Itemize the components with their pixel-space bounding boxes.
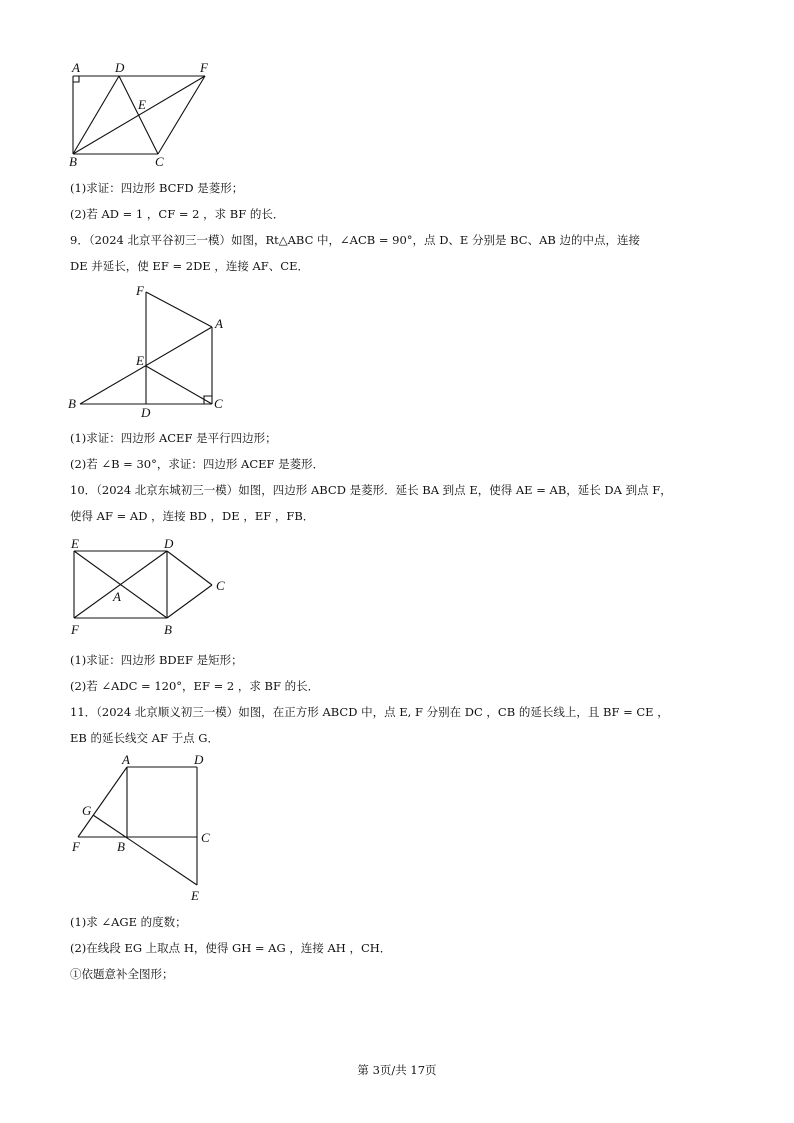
figure-q11 <box>60 750 230 910</box>
label-C: C <box>214 396 223 411</box>
q9-stem-line2: DE 并延长，使 EF = 2DE ，连接 AF、CE． <box>70 259 309 273</box>
q11-stem-line1: 11．（2024 北京顺义初三一模）如图，在正方形 ABCD 中，点 E, F 分别在 DC ，CB 的延长线上，且 BF = CE ， <box>70 705 669 719</box>
label-B: B <box>68 396 76 411</box>
label-A: A <box>215 316 223 331</box>
figure-q8 <box>60 58 230 173</box>
label-D: D <box>194 752 204 767</box>
label-E: E <box>136 353 144 368</box>
q11-part2-sub1: ①依题意补全图形； <box>70 967 174 981</box>
q9-part2: (2)若 ∠B = 30°，求证：四边形 ACEF 是菱形． <box>70 457 325 471</box>
label-D: D <box>164 536 174 551</box>
q9-stem-line1: 9．（2024 北京平谷初三一模）如图，Rt△ABC 中，∠ACB = 90°，点 D、E 分别是 BC、AB 边的中点，连接 <box>70 233 641 247</box>
q10-part1: (1)求证：四边形 BDEF 是矩形； <box>70 653 243 667</box>
label-A: A <box>113 589 121 604</box>
label-F: F <box>200 60 208 75</box>
q10-stem-line1: 10．（2024 北京东城初三一模）如图，四边形 ABCD 是菱形．延长 BA 到点 E，使得 AE = AB，延长 DA 到点 F， <box>70 483 672 497</box>
label-C: C <box>155 154 164 169</box>
q11-part1: (1)求 ∠AGE 的度数； <box>70 915 187 929</box>
label-C: C <box>216 578 225 593</box>
q11-part2: (2)在线段 EG 上取点 H，使得 GH = AG ，连接 AH ，CH． <box>70 941 392 955</box>
label-F: F <box>136 283 144 298</box>
label-F: F <box>71 622 79 637</box>
q8-part2: (2)若 AD = 1 ，CF = 2 ，求 BF 的长． <box>70 207 285 221</box>
label-E: E <box>191 888 199 903</box>
label-A: A <box>122 752 130 767</box>
figure-q10 <box>60 532 240 642</box>
q10-part2: (2)若 ∠ADC = 120°，EF = 2 ，求 BF 的长． <box>70 679 320 693</box>
label-D: D <box>141 405 151 420</box>
label-E: E <box>71 536 79 551</box>
label-A: A <box>72 60 80 75</box>
label-B: B <box>164 622 172 637</box>
q10-stem-line2: 使得 AF = AD ，连接 BD ，DE ，EF ，FB． <box>70 509 315 523</box>
label-B: B <box>69 154 77 169</box>
label-D: D <box>115 60 125 75</box>
label-E: E <box>138 97 146 112</box>
q11-stem-line2: EB 的延长线交 AF 于点 G． <box>70 731 219 745</box>
label-B: B <box>117 839 125 854</box>
label-C: C <box>201 830 210 845</box>
q9-part1: (1)求证：四边形 ACEF 是平行四边形； <box>70 431 277 445</box>
page-footer: 第 3页/共 17页 <box>357 1063 437 1077</box>
label-F: F <box>72 839 80 854</box>
label-G: G <box>82 803 92 818</box>
figure-q9 <box>60 280 240 420</box>
q8-part1: (1)求证：四边形 BCFD 是菱形； <box>70 181 244 195</box>
